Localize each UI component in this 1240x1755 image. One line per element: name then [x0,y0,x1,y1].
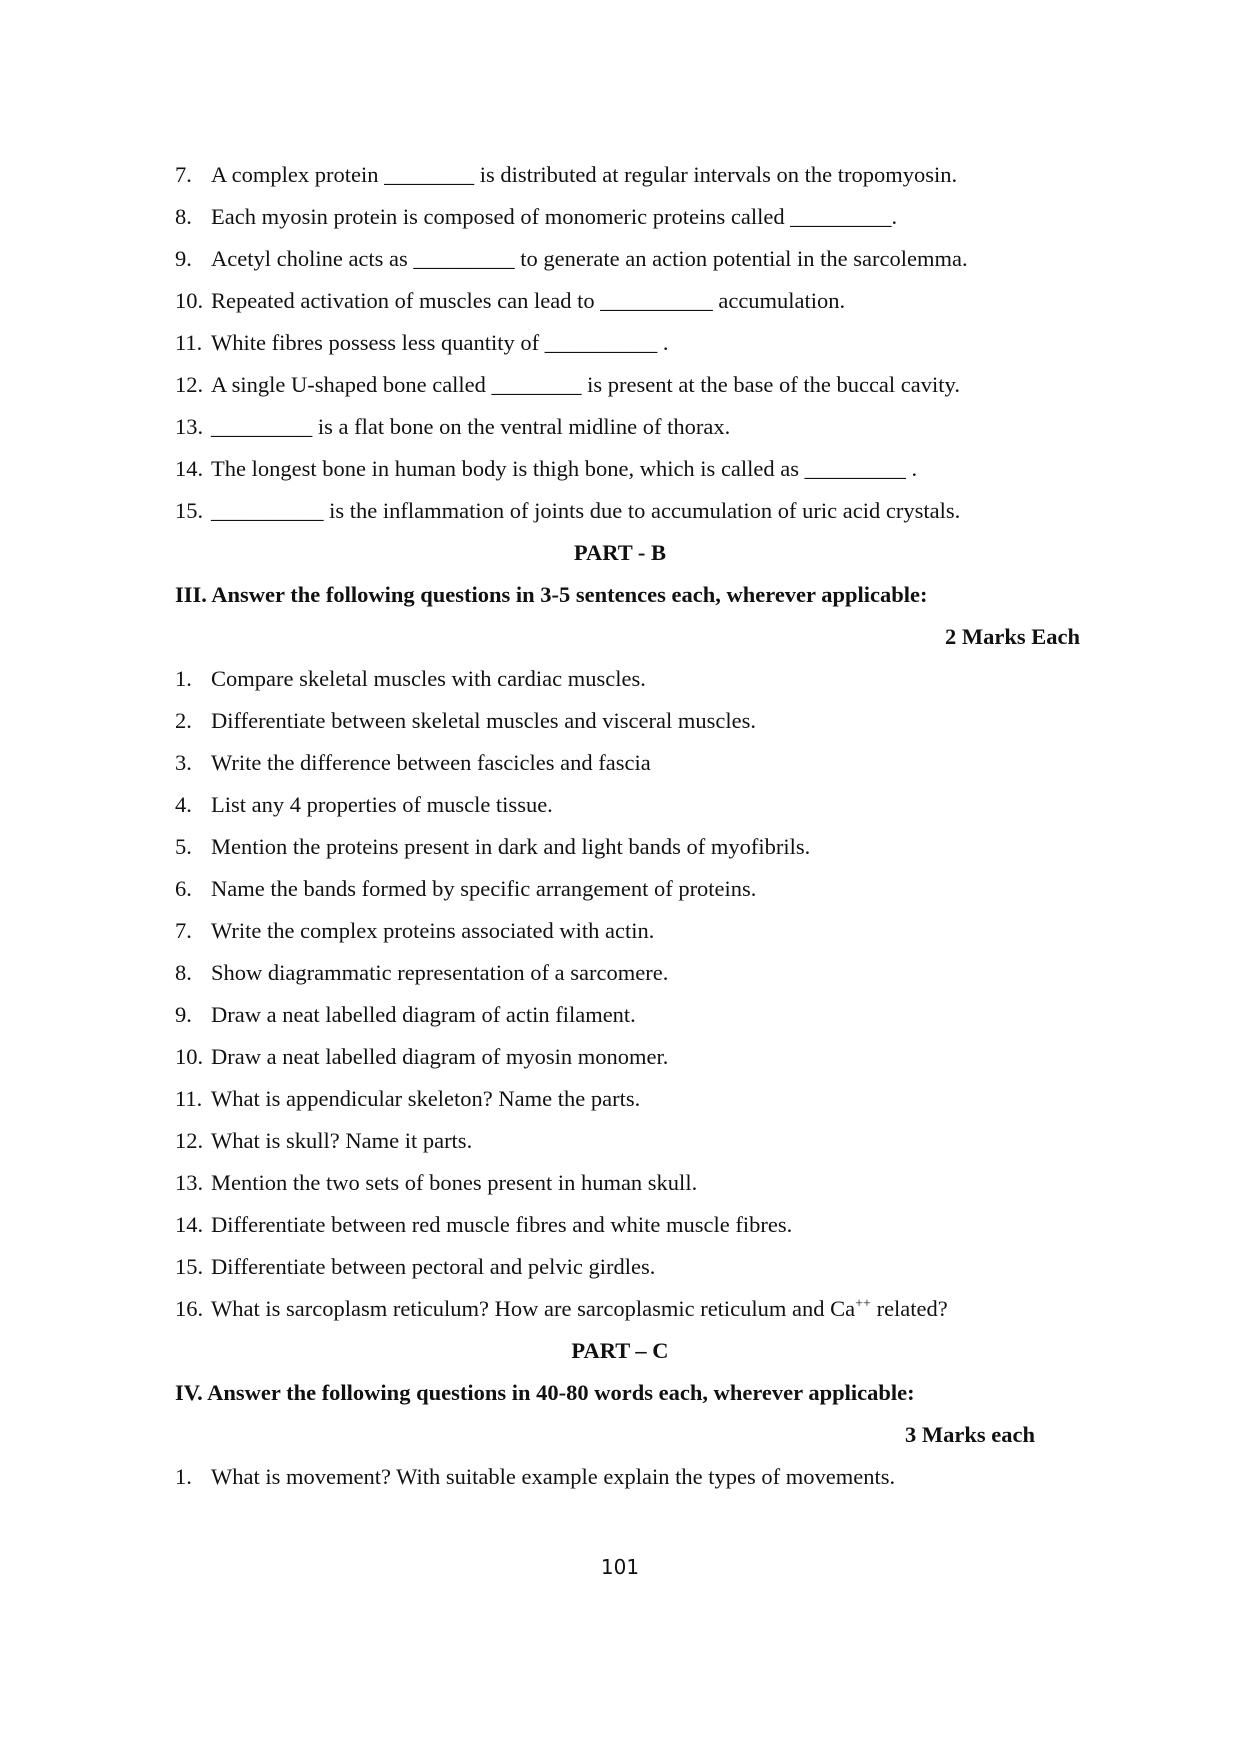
fill-blank-item: 9. Acetyl choline acts as _________ to generate an action potential in the sarcolemma. [175,246,968,271]
page-number: 101 [600,1555,640,1579]
part-b-question: 10. Draw a neat labelled diagram of myosin monomer. [175,1044,669,1069]
fill-blank-item: 10. Repeated activation of muscles can lead to __________ accumulation. [175,288,846,313]
part-b-question: 9. Draw a neat labelled diagram of actin filament. [175,1002,636,1027]
part-c-instruction: IV. Answer the following questions in 40-80 words each, wherever applicable: [175,1380,915,1405]
fill-blank-item: 15. __________ is the inflammation of joints due to accumulation of uric acid crystals. [175,498,961,523]
part-b-marks: 2 Marks Each [945,624,1080,649]
part-b-question: 16. What is sarcoplasm reticulum? How are sarcoplasmic reticulum and Ca++ related? [175,1296,948,1321]
part-b-question: 4. List any 4 properties of muscle tissue. [175,792,553,817]
fill-blank-item: 13. _________ is a flat bone on the ventral midline of thorax. [175,414,731,439]
part-b-question: 5. Mention the proteins present in dark and light bands of myofibrils. [175,834,811,859]
part-c-question: 1. What is movement? With suitable example explain the types of movements. [175,1464,896,1489]
fill-blank-item: 12. A single U-shaped bone called ________ is present at the base of the buccal cavity. [175,372,960,397]
part-b-question: 12. What is skull? Name it parts. [175,1128,473,1153]
part-b-question: 1. Compare skeletal muscles with cardiac muscles. [175,666,646,691]
part-b-question: 11. What is appendicular skeleton? Name the parts. [175,1086,641,1111]
part-b-question: 13. Mention the two sets of bones present in human skull. [175,1170,698,1195]
part-b-question: 6. Name the bands formed by specific arrangement of proteins. [175,876,757,901]
calcium-superscript: ++ [855,1296,871,1312]
part-c-title: PART – C [571,1338,669,1363]
part-b-question: 2. Differentiate between skeletal muscles and visceral muscles. [175,708,756,733]
fill-blank-item: 8. Each myosin protein is composed of monomeric proteins called _________. [175,204,898,229]
part-b-title: PART - B [573,540,667,565]
part-b-instruction: III. Answer the following questions in 3-5 sentences each, wherever applicable: [175,582,928,607]
fill-blank-item: 7. A complex protein ________ is distributed at regular intervals on the tropomyosin. [175,162,958,187]
part-b-question: 7. Write the complex proteins associated with actin. [175,918,655,943]
part-b-question: 14. Differentiate between red muscle fibres and white muscle fibres. [175,1212,793,1237]
part-b-question: 3. Write the difference between fascicles and fascia [175,750,651,775]
part-c-marks: 3 Marks each [905,1422,1035,1447]
part-b-question: 8. Show diagrammatic representation of a sarcomere. [175,960,669,985]
fill-blank-item: 11. White fibres possess less quantity of __________ . [175,330,669,355]
fill-blank-item: 14. The longest bone in human body is thigh bone, which is called as _________ . [175,456,918,481]
part-b-question: 15. Differentiate between pectoral and pelvic girdles. [175,1254,656,1279]
